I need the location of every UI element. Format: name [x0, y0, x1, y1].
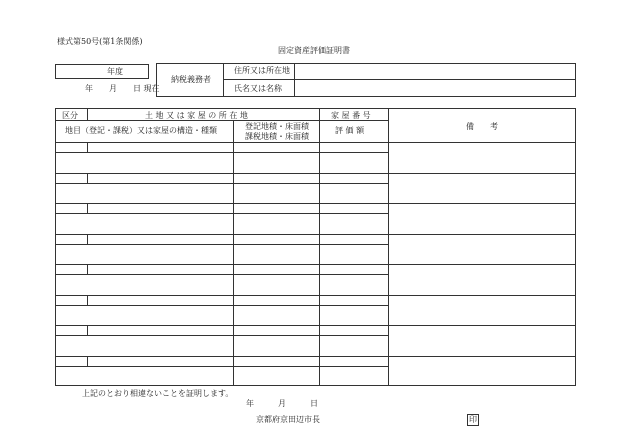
subrow-line: [55, 274, 388, 275]
subrow-line: [55, 213, 388, 214]
page-title: 固定資産評価証明書: [278, 46, 350, 55]
subrow-line: [55, 366, 388, 367]
subrow-line: [55, 183, 388, 184]
row-line: [55, 234, 576, 235]
issuer-name: 京都府京田辺市長: [256, 415, 320, 424]
row-line: [55, 356, 576, 357]
row-line: [55, 173, 576, 174]
category-divider: [87, 173, 88, 183]
subrow-line: [55, 152, 388, 153]
col-valuation: 評 価 額: [335, 126, 365, 135]
name-label: 氏名又は名称: [234, 84, 282, 93]
row-line: [55, 203, 576, 204]
col-area-line2: 課税地積・床面積: [245, 132, 309, 141]
category-divider: [87, 203, 88, 213]
col-location: 土 地 又 は 家 屋 の 所 在 地: [145, 111, 248, 120]
category-divider: [87, 325, 88, 335]
subrow-line: [55, 244, 388, 245]
col-house-number: 家 屋 番 号: [331, 111, 371, 120]
as-of-date: 年 月 日 現在: [85, 84, 160, 93]
col-area-line1: 登記地積・床面積: [245, 122, 309, 131]
taxpayer-box: [156, 63, 576, 97]
category-divider: [87, 295, 88, 305]
category-divider: [87, 264, 88, 274]
row-line: [55, 325, 576, 326]
taxpayer-label: 納税義務者: [171, 75, 211, 84]
year-label: 年度: [107, 67, 123, 76]
col-land-type: 地目（登記・課税）又は家屋の構造・種類: [65, 126, 217, 135]
address-label: 住所又は所在地: [234, 66, 290, 75]
seal-mark: 印: [469, 415, 477, 424]
property-table: [55, 108, 576, 386]
category-divider: [87, 234, 88, 244]
subrow-line: [55, 335, 388, 336]
col-remarks: 備 考: [466, 122, 498, 131]
subrow-line: [55, 305, 388, 306]
category-divider: [87, 142, 88, 152]
form-number: 様式第50号(第1条関係): [57, 37, 143, 46]
category-divider: [87, 356, 88, 366]
row-line: [55, 295, 576, 296]
certification-text: 上記のとおり相違ないことを証明します。: [82, 389, 234, 398]
row-line: [55, 264, 576, 265]
certification-date: 年 月 日: [246, 399, 318, 408]
year-box: [55, 64, 149, 79]
col-category: 区分: [62, 111, 78, 120]
